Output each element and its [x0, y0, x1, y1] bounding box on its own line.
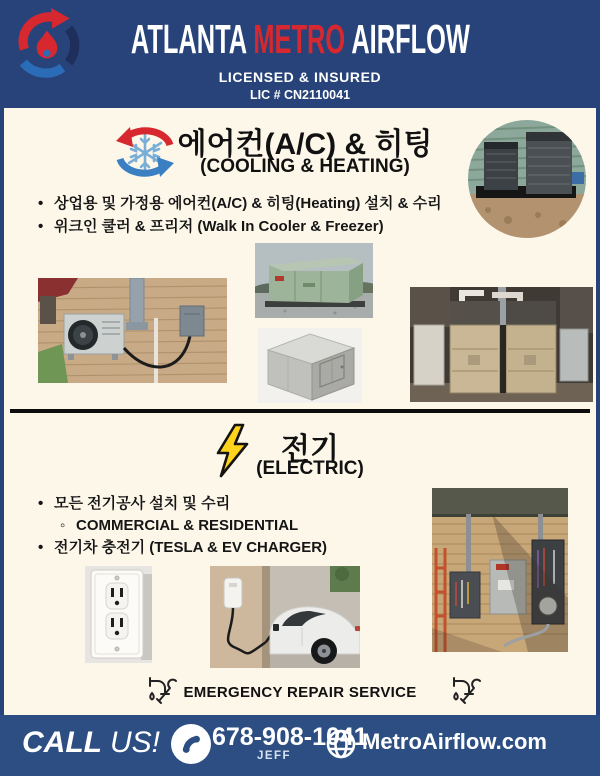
cooling-bullet-1: • 상업용 및 가정용 에어컨(A/C) & 히팅(Heating) 설치 & 수리	[36, 192, 566, 215]
right-border	[596, 108, 600, 715]
photo-mini-split	[38, 278, 227, 383]
cooling-bullet-list	[36, 192, 566, 238]
globe-icon	[323, 726, 359, 767]
phone-icon	[171, 724, 211, 764]
contact-name: JEFF	[256, 750, 292, 762]
electric-title-korean: 전기	[281, 433, 339, 466]
licensed-insured-text: LICENSED & INSURED	[218, 69, 382, 85]
photo-furnaces	[410, 287, 593, 402]
call-us-text	[22, 726, 160, 760]
repair-tools-icon-right	[447, 673, 484, 710]
cooling-title-english: (COOLING & HEATING)	[200, 156, 410, 177]
website-url[interactable]: MetroAirflow.com	[362, 729, 547, 754]
call-us-strong: CALL	[22, 726, 102, 759]
title-word-atlanta: ATLANTA	[130, 16, 247, 62]
left-border	[0, 108, 4, 715]
title-word-metro: METRO	[252, 16, 345, 62]
header-banner	[0, 0, 600, 108]
license-number: LIC # CN2110041	[249, 88, 351, 102]
company-title	[0, 16, 600, 63]
title-word-airflow: AIRFLOW	[350, 16, 470, 62]
electric-sub-bullet-1: ◦ COMMERCIAL & RESIDENTIAL	[36, 515, 456, 537]
electric-bullet-2: • 전기차 충전기 (TESLA & EV CHARGER)	[36, 537, 456, 559]
electric-title-english: (ELECTRIC)	[256, 458, 364, 479]
photo-rooftop-unit	[255, 243, 373, 318]
cooling-title-korean: 에어컨(A/C) & 히팅	[177, 128, 433, 161]
phone-number[interactable]: 678-908-1041	[212, 723, 368, 751]
photo-walk-in-cooler	[258, 328, 362, 403]
cooling-bullet-2: • 위크인 쿨러 & 프리저 (Walk In Cooler & Freezer)	[36, 215, 566, 238]
emergency-repair-label: EMERGENCY REPAIR SERVICE	[183, 684, 417, 701]
electric-bullet-list	[36, 493, 456, 559]
photo-outlet	[85, 566, 152, 663]
section-divider	[10, 409, 590, 413]
photo-ev-charging	[210, 566, 360, 668]
call-us-rest: US!	[109, 726, 160, 759]
electric-bullet-1: • 모든 전기공사 설치 및 수리	[36, 493, 456, 515]
photo-electrical-panels	[432, 488, 568, 652]
